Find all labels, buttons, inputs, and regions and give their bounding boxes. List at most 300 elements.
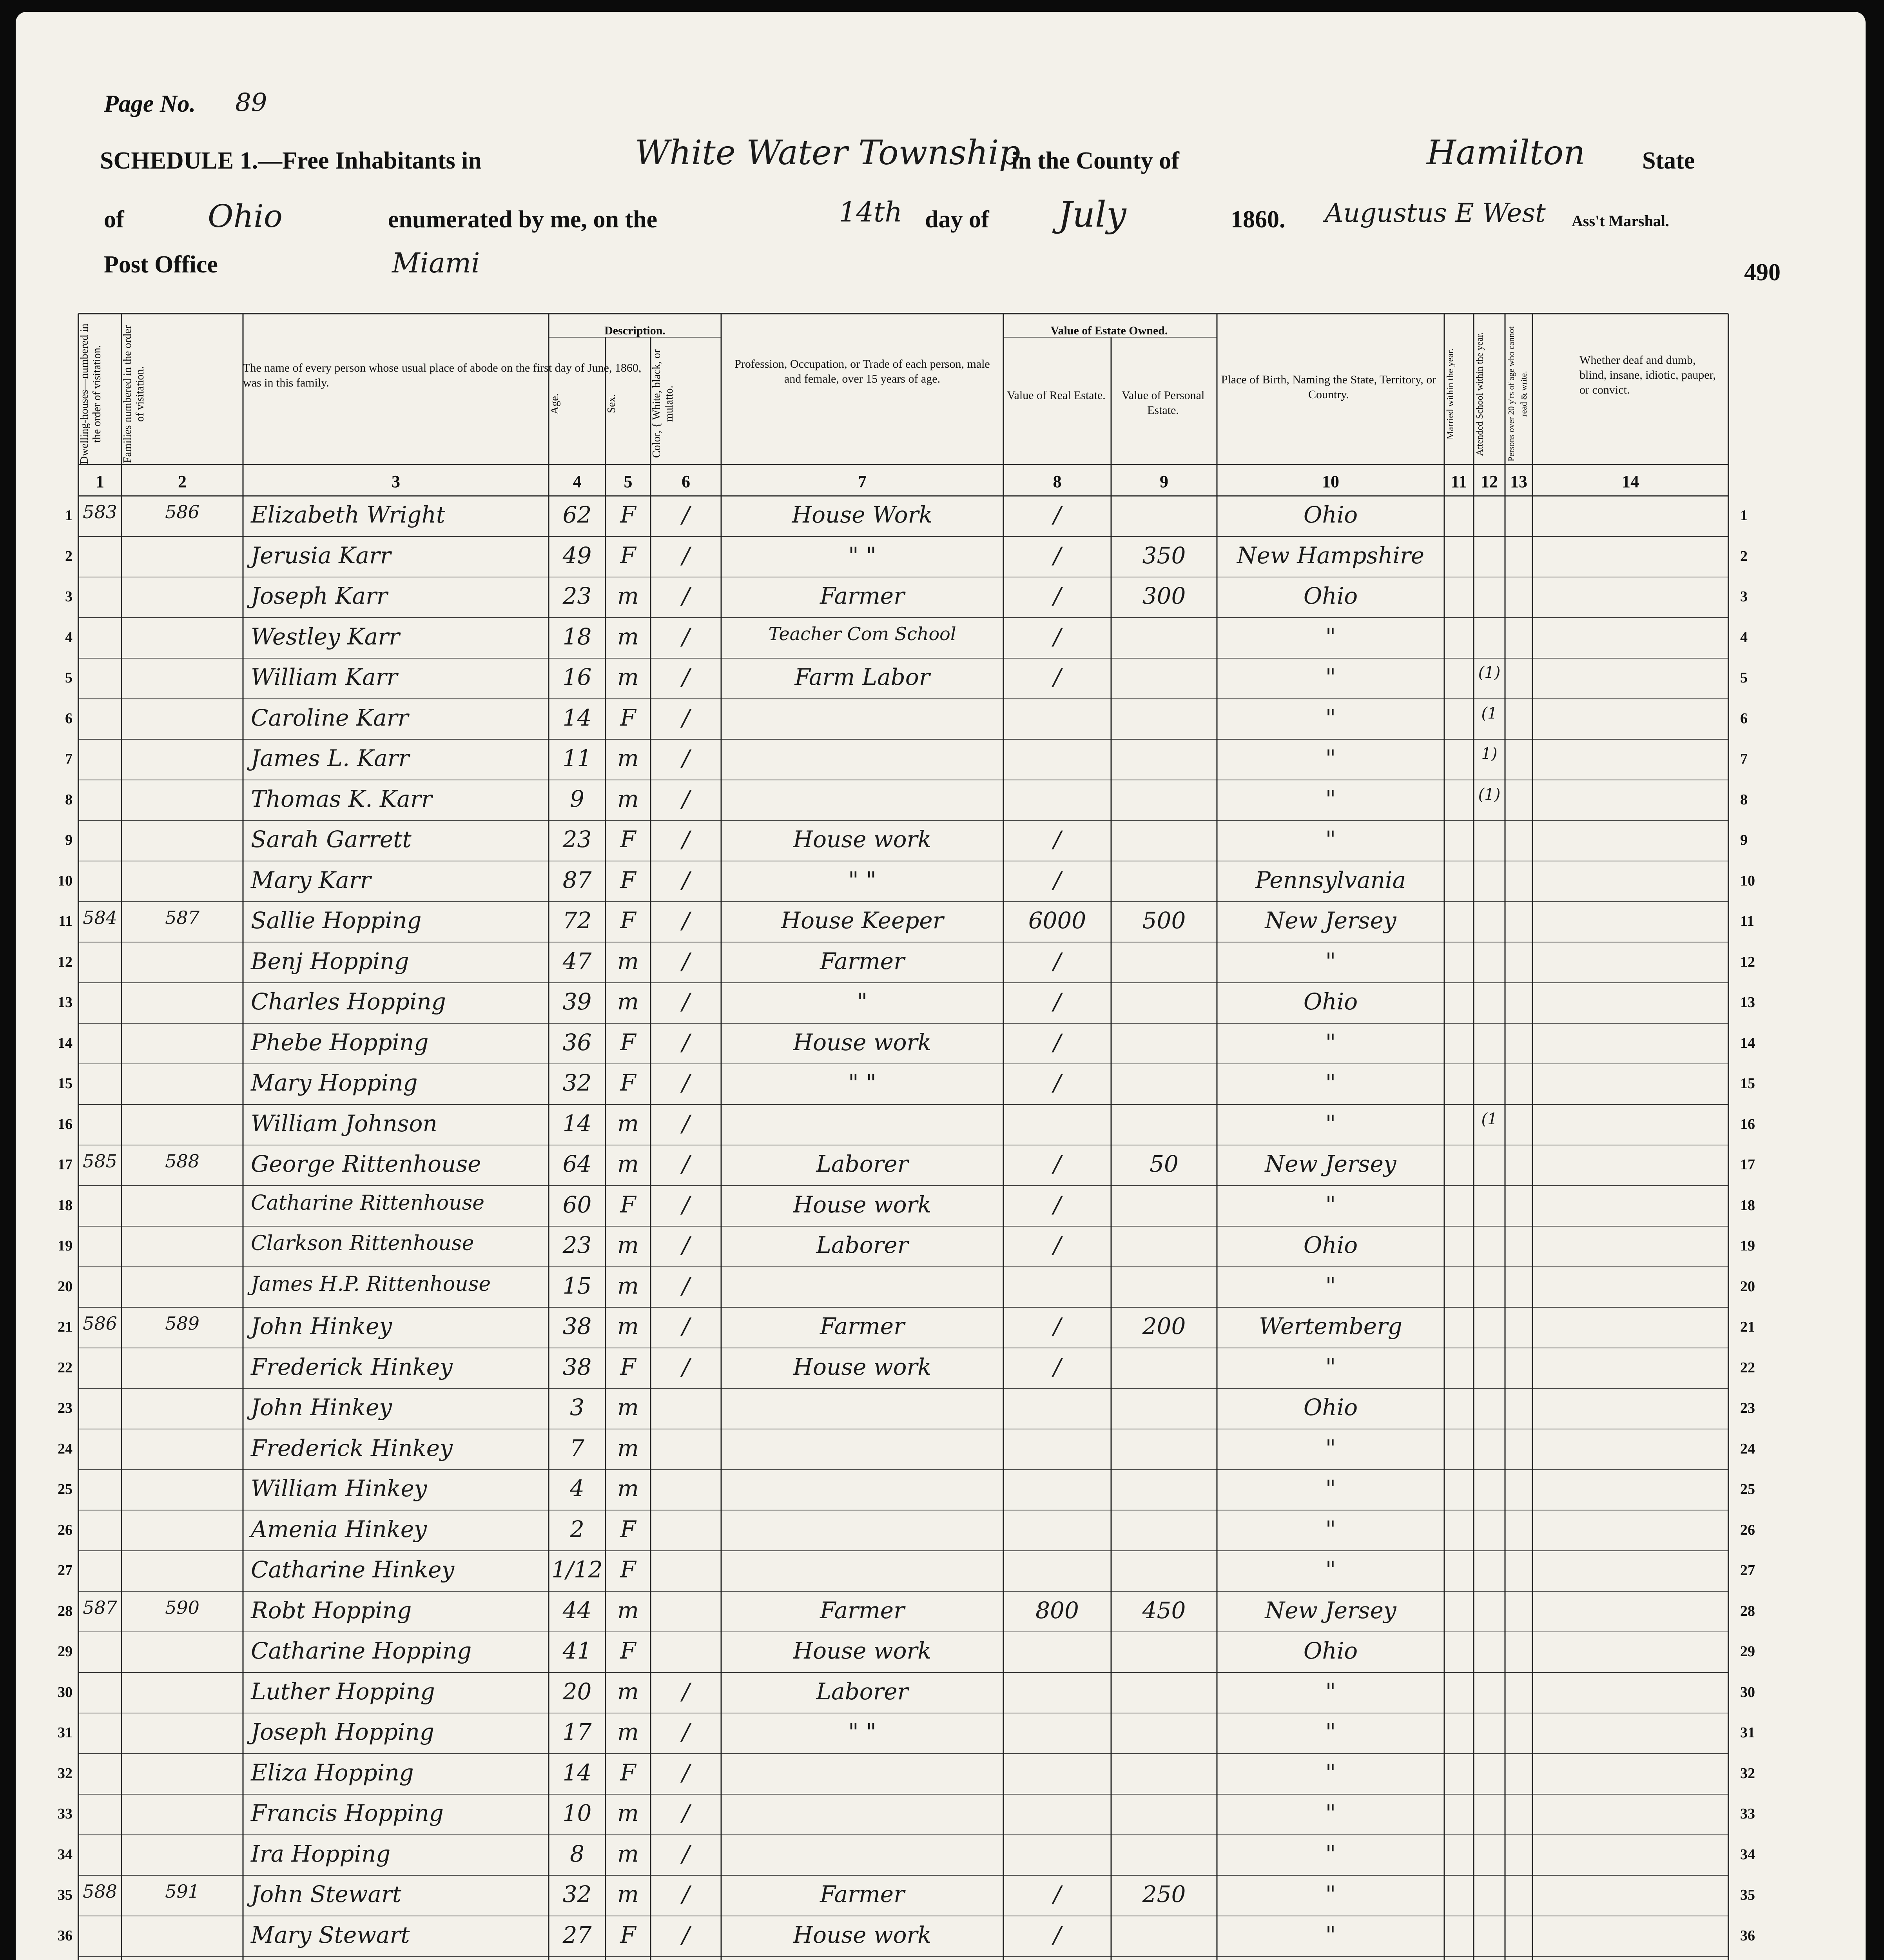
cell-age: 17 [562,1719,592,1745]
county-label: in the County of [1011,147,1179,174]
line-number-left: 17 [58,1156,73,1173]
cell-color: / [682,1110,690,1137]
line-number-left: 35 [58,1887,73,1903]
cell-age: 11 [562,745,592,771]
cell-name: Elizabeth Wright [251,501,446,528]
cell-school: (1) [1478,664,1501,682]
cell-occupation: Farmer [820,947,905,975]
cell-color: / [682,1719,690,1745]
cell-sex: m [617,623,639,650]
cell-age: 1/12 [551,1556,603,1583]
cell-occupation: House work [793,1029,932,1056]
page-number: 89 [235,88,267,117]
cell-birth: " [1325,1840,1336,1867]
cell-real: / [1053,664,1061,690]
cell-sex: m [617,1475,639,1502]
cell-sex: F [620,1191,636,1218]
cell-personal: 200 [1142,1313,1186,1339]
cell-sex: F [620,1759,636,1786]
cell-age: 15 [562,1272,592,1299]
cell-birth: " [1325,1759,1336,1786]
cell-birth: " [1325,1921,1336,1948]
header-read-write: Persons over 20 y'rs of age who cannot read & write. [1506,326,1529,462]
cell-color: / [682,664,690,690]
line-number-left: 26 [58,1521,73,1538]
line-number-right: 2 [1740,548,1748,564]
cell-color: / [682,1800,690,1826]
post-office-name: Miami [392,247,480,279]
cell-age: 72 [562,907,592,934]
line-number-left: 10 [58,872,73,889]
cell-color: / [682,907,690,934]
cell-occupation: House work [793,1353,932,1380]
cell-real: / [1053,542,1061,569]
cell-birth: New Jersey [1265,907,1396,934]
cell-sex: F [620,501,636,528]
cell-color: / [682,1759,690,1786]
line-number-left: 14 [58,1034,73,1051]
line-number-right: 4 [1740,629,1748,646]
cell-sex: m [617,1272,639,1299]
cell-birth: Ohio [1303,1637,1358,1664]
cell-name: William Hinkey [251,1475,427,1502]
cell-birth: " [1325,1434,1336,1461]
cell-birth: " [1325,1191,1336,1218]
cell-birth: " [1325,785,1336,812]
line-number-right: 14 [1740,1034,1755,1051]
cell-color: / [682,1191,690,1218]
cell-school: (1 [1481,1110,1498,1128]
cell-age: 3 [570,1394,584,1421]
column-number: 10 [1322,472,1339,491]
cell-name: John Stewart [251,1881,401,1907]
cell-sex: F [620,542,636,569]
cell-age: 38 [562,1313,592,1339]
cell-age: 41 [562,1637,592,1664]
cell-birth: Ohio [1303,988,1358,1015]
line-number-left: 2 [65,548,73,564]
header-family: Families numbered in the order of visitation. [121,325,146,463]
cell-sex: F [620,907,636,934]
line-number-left: 15 [58,1075,73,1092]
cell-personal: 450 [1142,1597,1186,1624]
line-number-right: 17 [1740,1156,1755,1173]
cell-sex: F [620,1029,636,1056]
cell-sex: m [617,947,639,975]
cell-sex: m [617,1840,639,1867]
cell-color: / [682,1151,690,1177]
line-number-left: 33 [58,1806,73,1822]
column-number: 13 [1510,472,1527,491]
cell-age: 14 [562,1110,592,1137]
line-number-right: 27 [1740,1562,1755,1579]
cell-name: Sallie Hopping [251,907,422,934]
cell-color: / [682,1232,690,1258]
cell-color: / [682,623,690,650]
cell-age: 64 [562,1151,592,1177]
column-number: 1 [96,472,104,491]
line-number-left: 23 [58,1400,73,1416]
column-number: 5 [624,472,633,491]
line-number-left: 25 [58,1481,73,1497]
cell-sex: m [617,745,639,771]
cell-real: / [1053,1151,1061,1177]
cell-name: James L. Karr [251,745,410,771]
cell-real: / [1053,1191,1061,1218]
line-number-left: 16 [58,1116,73,1132]
column-number: 11 [1451,472,1467,491]
cell-name: Caroline Karr [251,704,409,731]
cell-birth: " [1325,1475,1336,1502]
cell-family: 591 [165,1881,199,1902]
cell-color: / [682,1313,690,1339]
cell-name: James H.P. Rittenhouse [251,1272,491,1296]
column-number: 14 [1622,472,1639,491]
cell-occupation: " " [848,866,876,893]
cell-age: 23 [562,583,592,609]
line-number-right: 7 [1740,751,1748,767]
header-description: Description. [604,324,665,337]
cell-dwelling: 587 [83,1597,117,1618]
cell-birth: New Jersey [1265,1597,1396,1624]
cell-school: (1 [1481,704,1498,722]
cell-sex: m [617,1434,639,1461]
cell-occupation: Laborer [816,1151,908,1177]
cell-birth: " [1325,664,1336,690]
line-number-left: 30 [58,1684,73,1700]
column-number: 8 [1053,472,1062,491]
cell-age: 14 [562,1759,592,1786]
cell-dwelling: 586 [83,1313,117,1334]
cell-color: / [682,1353,690,1380]
cell-age: 2 [570,1515,584,1543]
cell-sex: m [617,1394,639,1421]
cell-birth: " [1325,1678,1336,1705]
cell-name: Charles Hopping [251,988,446,1015]
cell-sex: F [620,1637,636,1664]
cell-birth: " [1325,1719,1336,1745]
cell-sex: F [620,1069,636,1096]
header-estate: Value of Estate Owned. [1050,324,1168,337]
cell-age: 14 [562,704,592,731]
line-number-right: 29 [1740,1643,1755,1660]
column-number: 9 [1160,472,1168,491]
of-label: of [104,206,124,233]
cell-color: / [682,704,690,731]
cell-age: 36 [562,1029,592,1056]
cell-sex: m [617,664,639,690]
cell-age: 49 [562,542,592,569]
line-number-left: 36 [58,1927,73,1944]
cell-birth: " [1325,1556,1336,1583]
cell-name: Joseph Hopping [251,1719,434,1745]
line-number-right: 26 [1740,1521,1755,1538]
cell-name: Benj Hopping [251,947,409,975]
header-sex: Sex. [606,394,618,414]
line-number-left: 8 [65,791,73,808]
line-number-right: 25 [1740,1481,1755,1497]
line-number-right: 33 [1740,1806,1755,1822]
cell-age: 23 [562,826,592,853]
cell-sex: m [617,1232,639,1258]
cell-sex: m [617,1678,639,1705]
cell-birth: " [1325,1110,1336,1137]
line-number-left: 13 [58,994,73,1011]
cell-birth: " [1325,1069,1336,1096]
cell-real: 800 [1035,1597,1079,1624]
cell-real: / [1053,1313,1061,1339]
cell-age: 60 [562,1191,592,1218]
state-name: Ohio [208,198,283,234]
enumerated-label: enumerated by me, on the [388,206,658,233]
cell-real: / [1053,826,1061,853]
line-number-left: 34 [58,1846,73,1863]
line-number-left: 20 [58,1278,73,1295]
cell-birth: Ohio [1303,1394,1358,1421]
column-number: 2 [178,472,187,491]
line-number-right: 18 [1740,1197,1755,1214]
cell-color: / [682,501,690,528]
cell-color: / [682,1678,690,1705]
cell-family: 586 [165,501,199,523]
cell-occupation: House work [793,1191,932,1218]
cell-birth: Ohio [1303,1232,1358,1258]
cell-age: 39 [562,988,592,1015]
cell-dwelling: 588 [83,1881,117,1902]
line-number-right: 21 [1740,1319,1755,1335]
cell-sex: m [617,1597,639,1624]
line-number-left: 6 [65,710,73,727]
line-number-right: 5 [1740,670,1748,686]
cell-birth: New Hampshire [1237,542,1425,569]
cell-real: / [1053,1353,1061,1380]
stamp-number: 490 [1744,259,1781,286]
cell-age: 32 [562,1069,592,1096]
line-number-right: 8 [1740,791,1748,808]
cell-birth: " [1325,1515,1336,1543]
line-number-right: 24 [1740,1440,1755,1457]
line-number-right: 22 [1740,1359,1755,1376]
cell-color: / [682,988,690,1015]
cell-name: George Rittenhouse [251,1151,481,1177]
header-birthplace: Place of Birth, Naming the State, Territory, or Country. [1221,373,1436,401]
cell-real: / [1053,947,1061,975]
cell-birth: Wertemberg [1259,1313,1402,1339]
cell-birth: " [1325,947,1336,975]
line-number-right: 11 [1740,913,1754,929]
column-number: 6 [682,472,690,491]
cell-sex: m [617,1881,639,1907]
cell-real: / [1053,501,1061,528]
cell-family: 589 [165,1313,199,1334]
day-of-label: day of [925,206,989,233]
cell-sex: F [620,1921,636,1948]
line-number-right: 28 [1740,1602,1755,1619]
cell-color: / [682,745,690,771]
cell-real: / [1053,623,1061,650]
cell-real: / [1053,988,1061,1015]
line-number-right: 6 [1740,710,1748,727]
state-label: State [1642,147,1695,174]
line-number-left: 18 [58,1197,73,1214]
cell-color: / [682,785,690,812]
cell-occupation: Farmer [820,1597,905,1624]
cell-name: Mary Karr [251,866,371,893]
line-number-left: 4 [65,629,73,646]
line-number-left: 12 [58,953,73,970]
cell-color: / [682,583,690,609]
header-real-estate: Value of Real Estate. [1007,389,1106,402]
cell-personal: 50 [1150,1151,1179,1177]
cell-occupation: Farmer [820,1881,905,1907]
cell-age: 16 [562,664,592,690]
cell-real: / [1053,1881,1061,1907]
cell-dwelling: 583 [83,501,117,523]
line-number-right: 23 [1740,1400,1755,1416]
cell-sex: m [617,1110,639,1137]
cell-family: 590 [165,1597,199,1618]
cell-birth: " [1325,1800,1336,1826]
cell-occupation: House work [793,1921,932,1948]
column-number: 3 [392,472,400,491]
line-number-right: 36 [1740,1927,1755,1944]
cell-sex: F [620,1353,636,1380]
line-number-left: 24 [58,1440,73,1457]
header-name: The name of every person whose usual place of abode on the first day of June, 1860, was in this family. [243,361,642,389]
cell-age: 10 [562,1800,592,1826]
cell-occupation: " [857,988,868,1015]
cell-name: Catharine Hopping [251,1637,472,1664]
cell-age: 23 [562,1232,592,1258]
enumeration-month: July [1058,194,1126,235]
cell-personal: 250 [1142,1881,1186,1907]
cell-birth: " [1325,623,1336,650]
post-office-label: Post Office [104,251,218,278]
line-number-left: 27 [58,1562,73,1579]
schedule-label: SCHEDULE 1.—Free Inhabitants in [100,147,482,174]
line-number-left: 19 [58,1238,73,1254]
cell-sex: m [617,1719,639,1745]
cell-color: / [682,826,690,853]
page-label: Page No. [104,91,196,117]
line-number-right: 19 [1740,1238,1755,1254]
line-number-right: 3 [1740,588,1748,605]
line-number-right: 16 [1740,1116,1755,1132]
cell-birth: " [1325,826,1336,853]
township-name: White Water Township [635,133,1021,172]
cell-color: / [682,1069,690,1096]
cell-sex: m [617,1800,639,1826]
line-number-right: 10 [1740,872,1755,889]
cell-occupation: Laborer [816,1232,908,1258]
line-number-left: 7 [65,751,73,767]
cell-name: William Karr [251,664,398,690]
cell-dwelling: 585 [83,1151,117,1172]
enumeration-day: 14th [839,196,903,228]
header-color: Color, { White, black, or mulatto. [651,349,675,458]
cell-personal: 500 [1142,907,1186,934]
cell-occupation: Laborer [816,1678,908,1705]
marshal-name: Augustus E West [1325,198,1546,228]
cell-real: / [1053,1029,1061,1056]
cell-color: / [682,1881,690,1907]
cell-age: 47 [562,947,592,975]
cell-name: Thomas K. Karr [251,785,432,812]
cell-name: Robt Hopping [251,1597,412,1624]
cell-real: / [1053,1921,1061,1948]
line-number-left: 3 [65,588,73,605]
line-number-right: 20 [1740,1278,1755,1295]
cell-real: / [1053,583,1061,609]
line-number-right: 32 [1740,1765,1755,1782]
cell-sex: F [620,826,636,853]
cell-color: / [682,1029,690,1056]
cell-real: / [1053,1232,1061,1258]
cell-name: William Johnson [251,1110,437,1137]
cell-name: Mary Stewart [251,1921,410,1948]
county-name: Hamilton [1427,133,1585,172]
cell-color: / [682,866,690,893]
cell-age: 38 [562,1353,592,1380]
cell-birth: Ohio [1303,583,1358,609]
column-number: 7 [858,472,867,491]
cell-name: Clarkson Rittenhouse [251,1232,474,1255]
cell-name: Phebe Hopping [251,1029,429,1056]
cell-sex: m [617,1151,639,1177]
cell-sex: m [617,583,639,609]
line-number-left: 32 [58,1765,73,1782]
cell-age: 87 [562,866,592,893]
cell-age: 9 [570,785,584,812]
cell-birth: New Jersey [1265,1151,1396,1177]
cell-occupation: Farmer [820,1313,905,1339]
cell-occupation: Farm Labor [794,664,930,690]
cell-sex: F [620,1515,636,1543]
cell-school: (1) [1478,785,1501,804]
cell-sex: m [617,988,639,1015]
cell-age: 18 [562,623,592,650]
cell-name: Luther Hopping [251,1678,435,1705]
line-number-right: 31 [1740,1724,1755,1741]
cell-name: Frederick Hinkey [251,1353,453,1380]
cell-age: 4 [570,1475,584,1502]
column-number: 4 [573,472,582,491]
cell-real: 6000 [1028,907,1086,934]
cell-school: 1) [1481,745,1498,763]
cell-age: 44 [562,1597,592,1624]
cell-name: Catharine Rittenhouse [251,1191,485,1215]
header-personal-estate: Value of Personal Estate. [1121,389,1205,417]
cell-birth: Ohio [1303,501,1358,528]
cell-sex: F [620,1556,636,1583]
cell-name: Ira Hopping [251,1840,391,1867]
cell-name: Joseph Karr [251,583,388,609]
cell-name: John Hinkey [251,1394,392,1421]
cell-name: Catharine Hinkey [251,1556,455,1583]
cell-age: 7 [570,1434,584,1461]
cell-family: 588 [165,1151,199,1172]
header-occupation: Profession, Occupation, or Trade of each person, male and female, over 15 years of age. [734,358,990,385]
line-number-left: 5 [65,670,73,686]
header-married: Married within the year. [1445,348,1456,439]
cell-occupation: " " [848,542,876,569]
line-number-left: 29 [58,1643,73,1660]
cell-sex: F [620,866,636,893]
cell-name: Westley Karr [251,623,400,650]
cell-name: Eliza Hopping [251,1759,414,1786]
cell-name: Francis Hopping [251,1800,444,1826]
cell-color: / [682,542,690,569]
